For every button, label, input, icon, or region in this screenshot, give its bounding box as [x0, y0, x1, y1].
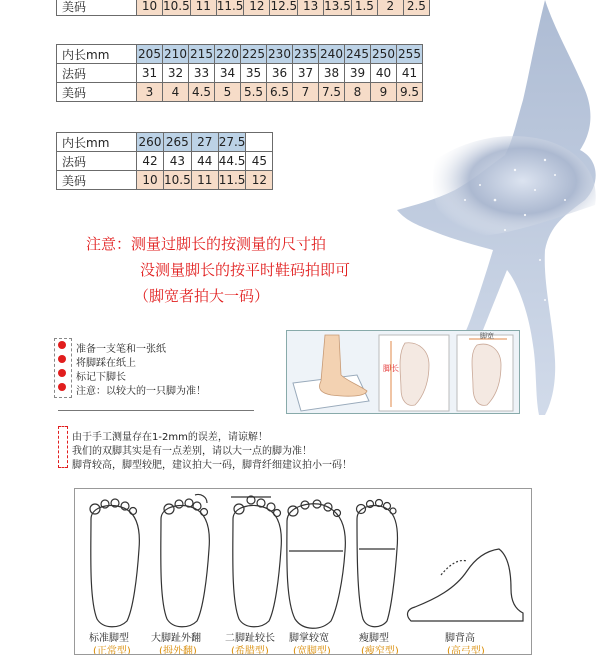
step-item: 准备一支笔和一张纸 — [76, 344, 166, 355]
step-bullet-icon — [58, 383, 66, 391]
table-cell: 10 — [137, 0, 163, 16]
table-cell: 13 — [298, 0, 324, 16]
row-label: 美码 — [57, 0, 137, 16]
table-cell: 33 — [189, 64, 215, 83]
size-table-3 — [56, 132, 273, 190]
table-cell: 8 — [345, 83, 371, 102]
size-table-2 — [56, 44, 423, 102]
table-cell: 36 — [267, 64, 293, 83]
foot-measurement-figure — [286, 330, 520, 414]
table-cell: 11 — [191, 171, 218, 190]
table-cell — [246, 133, 273, 152]
table-cell: 40 — [371, 64, 397, 83]
foot-type-sub: (拇外翻) — [159, 646, 197, 654]
warning-marker-icon — [58, 426, 68, 468]
table-row — [57, 83, 423, 102]
table-cell: 27 — [191, 133, 218, 152]
table-cell: 44.5 — [218, 152, 246, 171]
table-cell: 9.5 — [397, 83, 423, 102]
foot-types-panel — [74, 488, 532, 655]
table-cell: 11 — [190, 0, 216, 16]
table-row — [57, 0, 430, 16]
divider — [58, 410, 254, 411]
table-cell: 245 — [345, 45, 371, 64]
size-table-1 — [56, 0, 430, 16]
table-cell: 43 — [164, 152, 192, 171]
table-cell: 240 — [319, 45, 345, 64]
row-label: 内长mm — [57, 133, 137, 152]
warning-line: 我们的双脚其实是有一点差别，请以大一点的脚为准！ — [72, 446, 312, 457]
foot-type-sub: (正常型) — [93, 646, 131, 654]
table-cell: 44 — [191, 152, 218, 171]
table-cell: 10.5 — [164, 171, 192, 190]
table-cell: 12 — [246, 171, 273, 190]
table-cell: 5.5 — [241, 83, 267, 102]
table-cell: 35 — [241, 64, 267, 83]
step-bullet-icon — [58, 355, 66, 363]
table-cell: 9 — [371, 83, 397, 102]
foot-type-sub: (希腊型) — [231, 646, 269, 654]
table-row — [57, 171, 273, 190]
table-cell: 4.5 — [189, 83, 215, 102]
table-cell: 27.5 — [218, 133, 246, 152]
table-cell: 250 — [371, 45, 397, 64]
table-cell: 11.5 — [216, 0, 244, 16]
step-bullet-icon — [58, 341, 66, 349]
foot-type-sub: (高弓型) — [447, 646, 485, 654]
table-cell: 230 — [267, 45, 293, 64]
table-cell: 45 — [246, 152, 273, 171]
row-label: 法码 — [57, 64, 137, 83]
note-line-1: 注意：测量过脚长的按测量的尺寸拍 — [86, 235, 327, 253]
foot-type-sub: (宽脚型) — [293, 646, 331, 654]
table-cell: 220 — [215, 45, 241, 64]
table-row — [57, 152, 273, 171]
foot-type-label: 二脚趾较长 — [225, 633, 275, 644]
step-item: 将脚踩在纸上 — [76, 358, 136, 369]
table-cell: 10.5 — [163, 0, 191, 16]
table-cell: 2 — [377, 0, 403, 16]
step-item: 标记下脚长 — [76, 372, 126, 383]
foot-type-label: 瘦脚型 — [359, 633, 389, 644]
foot-type-label: 脚掌较宽 — [289, 633, 329, 644]
table-cell: 11.5 — [218, 171, 246, 190]
table-cell: 13.5 — [324, 0, 352, 16]
table-cell: 37 — [293, 64, 319, 83]
table-cell: 39 — [345, 64, 371, 83]
table-cell: 205 — [137, 45, 163, 64]
table-row — [57, 133, 273, 152]
table-cell: 7 — [293, 83, 319, 102]
table-cell: 5 — [215, 83, 241, 102]
table-cell: 12.5 — [270, 0, 298, 16]
table-row — [57, 45, 423, 64]
step-item: 注意：以较大的一只脚为准！ — [76, 386, 206, 397]
table-cell: 255 — [397, 45, 423, 64]
table-cell: 1.5 — [351, 0, 377, 16]
table-cell: 6.5 — [267, 83, 293, 102]
foot-type-sub: (瘦窄型) — [361, 646, 399, 654]
table-cell: 215 — [189, 45, 215, 64]
step-bullet-icon — [58, 369, 66, 377]
table-cell: 260 — [137, 133, 164, 152]
table-cell: 34 — [215, 64, 241, 83]
table-cell: 42 — [137, 152, 164, 171]
table-row — [57, 64, 423, 83]
table-cell: 41 — [397, 64, 423, 83]
row-label: 美码 — [57, 83, 137, 102]
row-label: 法码 — [57, 152, 137, 171]
table-cell: 7.5 — [319, 83, 345, 102]
table-cell: 210 — [163, 45, 189, 64]
table-cell: 38 — [319, 64, 345, 83]
foot-width-label: 脚宽 — [480, 332, 494, 340]
warning-line: 脚背较高，脚型较肥，建议拍大一码，脚背纤细建议拍小一码！ — [72, 460, 352, 471]
foot-type-label: 脚背高 — [445, 633, 475, 644]
note-line-2: 没测量脚长的按平时鞋码拍即可 — [140, 261, 351, 279]
table-cell: 225 — [241, 45, 267, 64]
table-cell: 12 — [244, 0, 270, 16]
foot-type-label: 标准脚型 — [89, 633, 129, 644]
foot-length-label: 脚长 — [383, 364, 399, 373]
note-line-3: （脚宽者拍大一码） — [134, 287, 270, 305]
table-cell: 2.5 — [403, 0, 429, 16]
table-cell: 265 — [164, 133, 192, 152]
table-cell: 31 — [137, 64, 163, 83]
warning-line: 由于手工测量存在1-2mm的误差，请谅解！ — [72, 432, 268, 443]
foot-type-label: 大脚趾外翻 — [151, 633, 201, 644]
table-cell: 235 — [293, 45, 319, 64]
table-cell: 32 — [163, 64, 189, 83]
table-cell: 3 — [137, 83, 163, 102]
row-label: 美码 — [57, 171, 137, 190]
table-cell: 10 — [137, 171, 164, 190]
table-cell: 4 — [163, 83, 189, 102]
row-label: 内长mm — [57, 45, 137, 64]
